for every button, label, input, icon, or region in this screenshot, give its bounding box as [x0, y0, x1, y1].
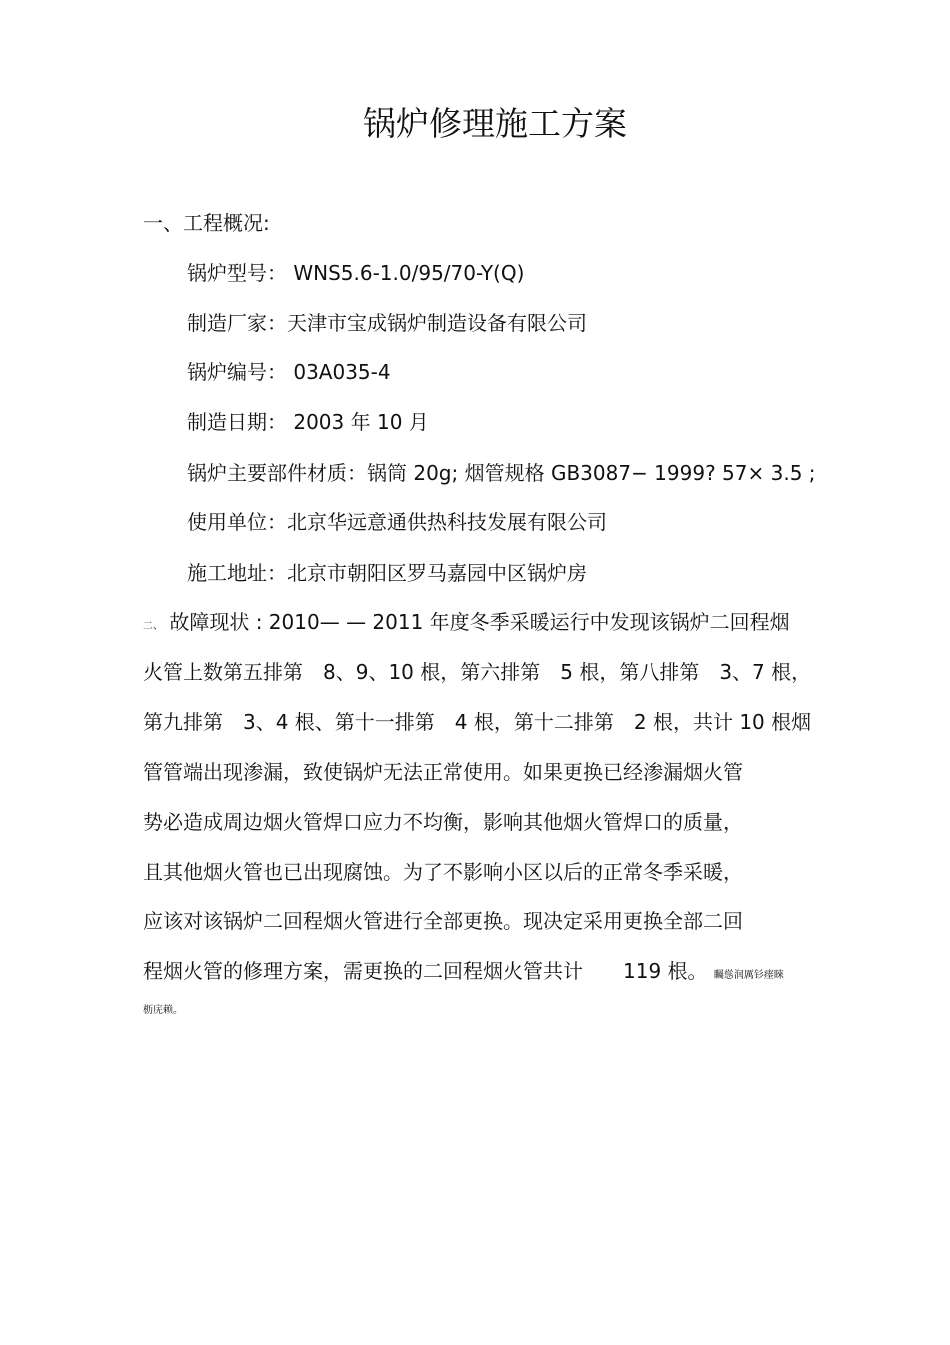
fault-trailing-small: 枥庑赖。 — [143, 1005, 183, 1016]
fault-line-2: 第九排第 3、4 根、第十一排第 4 根，第十二排第 2 根，共计 10 根烟 — [143, 710, 812, 734]
section-fault-text: 故障现状 : 2010— — 2011 年度冬季采暖运行中发现该锅炉二回程烟 — [169, 610, 790, 634]
overview-line-user: 使用单位：北京华远意通供热科技发展有限公司 — [187, 510, 607, 534]
fault-line-last-text: 程烟火管的修理方案，需更换的二回程烟火管共计 119 根。 — [143, 959, 708, 983]
fault-line-last — [143, 957, 784, 990]
section-fault-marker: 二、 — [143, 621, 163, 632]
fault-line-last-tail: 矚慫润厲钐瘗睞 — [713, 970, 784, 981]
fault-line-3: 管管端出现渗漏，致使锅炉无法正常使用。如果更换已经渗漏烟火管 — [143, 760, 743, 784]
overview-line-number: 锅炉编号： 03A035-4 — [187, 360, 391, 384]
fault-line-5: 且其他烟火管也已出现腐蚀。为了不影响小区以后的正常冬季采暖， — [143, 860, 743, 884]
fault-line-6: 应该对该锅炉二回程烟火管进行全部更换。现决定采用更换全部二回 — [143, 909, 743, 933]
overview-line-manufacturer: 制造厂家：天津市宝成锅炉制造设备有限公司 — [187, 311, 587, 335]
fault-line-1: 火管上数第五排第 8、9、10 根，第六排第 5 根，第八排第 3、7 根， — [143, 660, 812, 684]
section-heading-overview: 一、工程概况: — [143, 211, 270, 235]
fault-line-4: 势必造成周边烟火管焊口应力不均衡，影响其他烟火管焊口的质量， — [143, 810, 743, 834]
overview-line-material: 锅炉主要部件材质：锅筒 20g; 烟管规格 GB3087− 1999? 57× 3.5 ; — [187, 461, 816, 485]
document-title: 锅炉修理施工方案 — [363, 104, 627, 143]
section-fault-first-line — [143, 608, 790, 641]
overview-line-date: 制造日期： 2003 年 10 月 — [187, 410, 429, 434]
overview-line-address: 施工地址：北京市朝阳区罗马嘉园中区锅炉房 — [187, 561, 587, 585]
overview-line-model: 锅炉型号： WNS5.6-1.0/95/70-Y(Q) — [187, 261, 525, 285]
